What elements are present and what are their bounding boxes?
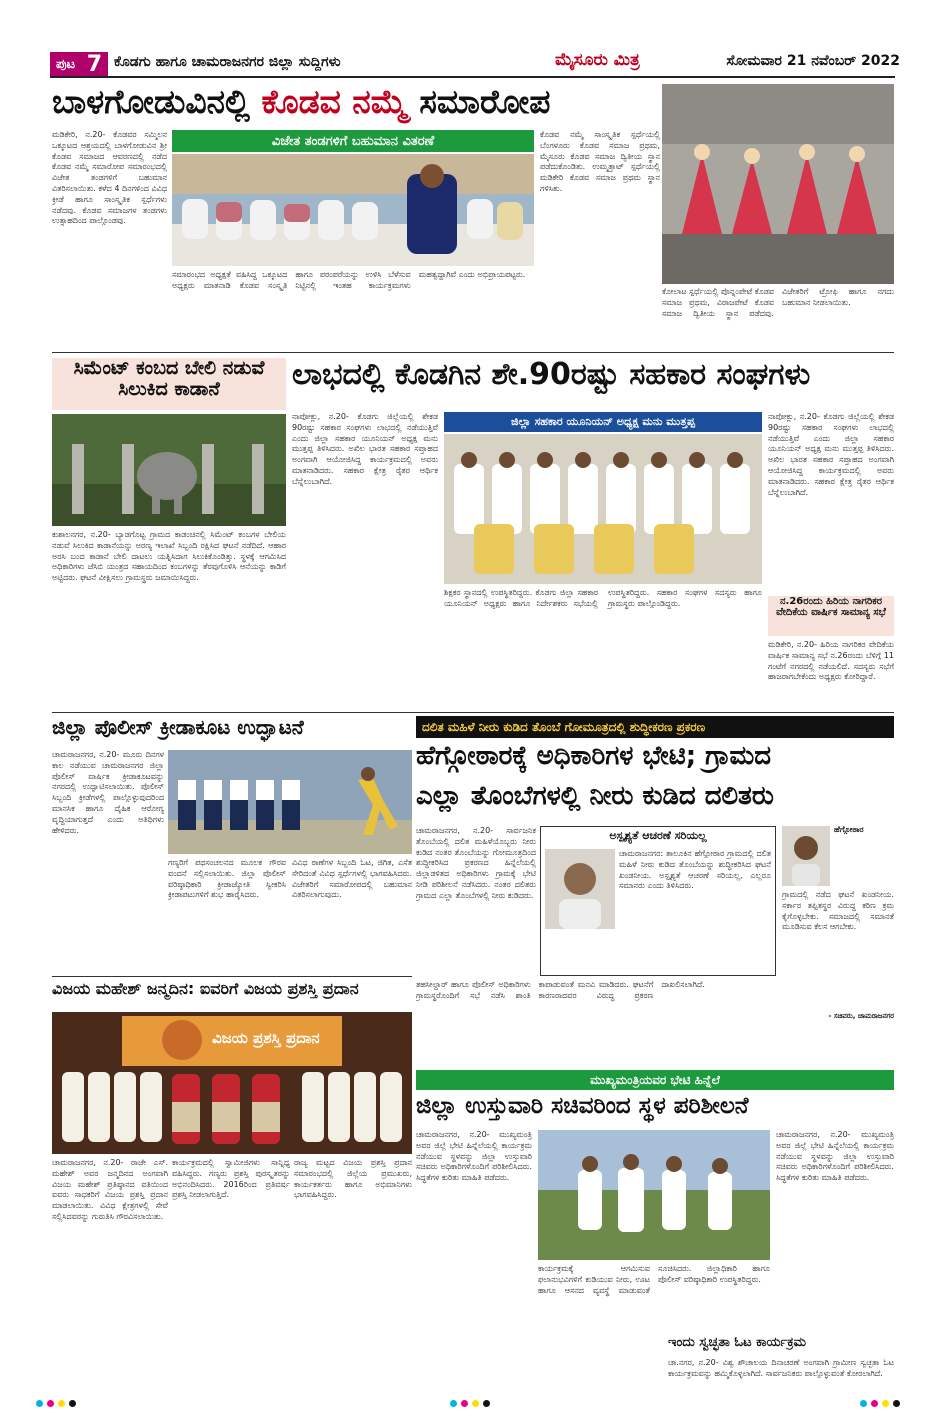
registration-dots-icon (450, 1400, 490, 1407)
story8-headline: ಜಿಲ್ಲಾ ಉಸ್ತುವಾರಿ ಸಚಿವರಿಂದ ಸ್ಥಳ ಪರಿಶೀಲನೆ (416, 1094, 749, 1119)
divider (52, 712, 894, 713)
story5-body-col2: ಗಣ್ಯರಿಗೆ ಪಥಸಂಚಲನದ ಮೂಲಕ ಗೌರವ ವಂದನೆ ಸಲ್ಲಿಸಲಾಯಿತು. ಜಿಲ್ಲಾ ಪೊಲೀಸ್ ವರಿಷ್ಠಾಧಿಕಾರಿ ಕ್ರೀಡಾಜ್ಯೋತಿ ಸ್ವೀಕರಿಸಿ ಕ್ರೀಡಾಪಟುಗಳಿಗೆ ಶುಭ ಹಾರೈಸಿದರು. (168, 858, 286, 900)
magenta-dot-icon (47, 1400, 54, 1407)
cyan-dot-icon (36, 1400, 43, 1407)
story6-side-text: ಗ್ರಾಮದಲ್ಲಿ ನಡೆದ ಘಟನೆ ಖಂಡನೀಯ. ಸರ್ಕಾರ ತಪ್ಪಿತಸ್ಥರ ವಿರುದ್ಧ ಕಠಿಣ ಕ್ರಮ ಕೈಗೊಳ್ಳಬೇಕು. ಸಮಾಜದಲ್ಲಿ ಸಮಾನತೆ ಮೂಡಿಸುವ ಕೆಲಸ ಆಗಬೇಕು. (782, 890, 894, 932)
story1-body-col4: ಕೋಲಾಟ ಸ್ಪರ್ಧೆಯಲ್ಲಿ ಪೊನ್ನಂಪೇಟೆ ಕೊಡವ ಸಮಾಜ ಪ್ರಥಮ, ವಿರಾಜಪೇಟೆ ಕೊಡವ ಸಮಾಜ ದ್ವಿತೀಯ ಸ್ಥಾನ ಪಡೆದವು. ವಿಜೇತರಿಗೆ ಟ್ರೋಫಿ ಹಾಗೂ ನಗದು ಬಹುಮಾನ ನೀಡಲಾಯಿತು. (662, 287, 894, 318)
story8-body-col2: ಕಾರ್ಯಕ್ರಮಕ್ಕೆ ಆಗಮಿಸುವ ಫಲಾನುಭವಿಗಳಿಗೆ ಕುಡಿಯುವ ನೀರು, ಊಟ ಹಾಗೂ ಆಸನದ ವ್ಯವಸ್ಥೆ ಮಾಡುವಂತೆ ಸೂಚಿಸಿದರು. ಜಿಲ್ಲಾಧಿಕಾರಿ ಹಾಗೂ ಪೊಲೀಸ್ ವರಿಷ್ಠಾಧಿಕಾರಿ ಉಪಸ್ಥಿತರಿದ್ದರು. (538, 1264, 770, 1295)
story9-headline: ಇಂದು ಸ್ವಚ್ಛತಾ ಓಟ ಕಾರ್ಯಕ್ರಮ (668, 1336, 806, 1350)
page-number: 7 (86, 51, 102, 77)
story6-side-name: ಹೆಗ್ಗೋಠಾರ (834, 826, 864, 834)
story6-body-col2: ತಹಸೀಲ್ದಾರ್ ಹಾಗೂ ಪೊಲೀಸ್ ಅಧಿಕಾರಿಗಳು ಗ್ರಾಮಸ್ಥರೊಂದಿಗೆ ಸಭೆ ನಡೆಸಿ ಶಾಂತಿ ಕಾಪಾಡುವಂತೆ ಮನವಿ ಮಾಡಿದರು. ಘಟನೆಗೆ ಕಾರಣರಾದವರ ವಿರುದ್ಧ ಪ್ರಕರಣ ದಾಖಲಿಸಲಾಗಿದೆ. (416, 980, 705, 1000)
inspection-photo-illustration (538, 1130, 770, 1260)
issue-date: ಸೋಮವಾರ 21 ನವೆಂಬರ್ 2022 (726, 53, 900, 69)
story3-body-col1: ನಾಪೋಕ್ಲು, ನ.20- ಕೊಡಗು ಜಿಲ್ಲೆಯಲ್ಲಿ ಶೇಕಡ 90ರಷ್ಟು ಸಹಕಾರ ಸಂಘಗಳು ಲಾಭದಲ್ಲಿ ನಡೆಯುತ್ತಿವೆ ಎಂದು ಜಿಲ್ಲಾ ಸಹಕಾರ ಯೂನಿಯನ್ ಅಧ್ಯಕ್ಷ ಮನು ಮುತ್ತಪ್ಪ ತಿಳಿಸಿದರು. ಅಖಿಲ ಭಾರತ ಸಹಕಾರ ಸಪ್ತಾಹದ ಅಂಗವಾಗಿ ಆಯೋಜಿಸಿದ್ದ ಕಾರ್ಯಕ್ರಮದಲ್ಲಿ ಅವರು ಮಾತನಾಡಿದರು. ಸಹಕಾರ ಕ್ಷೇತ್ರ ರೈತರ ಆರ್ಥಿಕ ಬೆನ್ನೆಲುಬಾಗಿದೆ. (292, 412, 438, 486)
story9-body: ಚಾ.ನಗರ, ನ.20- ವಿಶ್ವ ಶೌಚಾಲಯ ದಿನಾಚರಣೆ ಅಂಗವಾಗಿ ಗ್ರಾಮೀಣ ಸ್ವಚ್ಛತಾ ಓಟ ಕಾರ್ಯಕ್ರಮವನ್ನು ಹಮ್ಮಿಕೊಳ್ಳಲಾಗಿದೆ. ಸಾರ್ವಜನಿಕರು ಪಾಲ್ಗೊಳ್ಳುವಂತೆ ಕೋರಲಾಗಿದೆ. (668, 1358, 894, 1378)
story6-sub: ಅಸ್ಪೃಶ್ಯತೆ ಆಚರಣೆ ಸರಿಯಲ್ಲ (541, 827, 775, 845)
story6-side-byline: - ಸಚಿವರು, ಚಾಮರಾಜನಗರ (828, 1012, 894, 1020)
cyan-dot-icon (860, 1400, 867, 1407)
magenta-dot-icon (871, 1400, 878, 1407)
story6-kicker-text: ದಲಿತ ಮಹಿಳೆ ನೀರು ಕುಡಿದ ತೊಂಬೆ ಗೋಮೂತ್ರದಲ್ಲಿ ಶುದ್ಧೀಕರಣ ಪ್ರಕರಣ (422, 719, 706, 734)
elephant-photo-illustration (52, 414, 286, 526)
dance-photo-illustration (662, 84, 894, 284)
yellow-dot-icon (58, 1400, 65, 1407)
story1-body-col1: ಮಡಿಕೇರಿ, ನ.20- ಕೊಡವರ ಸಮ್ಮಿಲನ ಒಕ್ಕೂಟದ ಆಶ್ರಯದಲ್ಲಿ ಬಾಳಗೋಡುವಿನ ಶ್ರೀ ಕೊಡವ ಸಮಾಜದ ಆವರಣದಲ್ಲಿ ನಡೆದ ಕೊಡವ ನಮ್ಮೆ ಸಮಾರೋಪ ಸಮಾರಂಭದಲ್ಲಿ ವಿಜೇತ ತಂಡಗಳಿಗೆ ಬಹುಮಾನ ವಿತರಿಸಲಾಯಿತು. ಕಳೆದ 4 ದಿನಗಳಿಂದ ವಿವಿಧ ಕ್ರೀಡೆ ಹಾಗೂ ಸಾಂಸ್ಕೃತಿಕ ಸ್ಪರ್ಧೆಗಳು ನಡೆದವು. ಕೊಡವ ಸಮಾಜಗಳ ತಂಡಗಳು ಉತ್ಸಾಹದಿಂದ ಪಾಲ್ಗೊಂಡವು. (52, 130, 167, 226)
registration-dots-icon (36, 1400, 76, 1407)
elephant-photo (52, 414, 286, 526)
magenta-dot-icon (461, 1400, 468, 1407)
story7-body-col3: ರಾಜ್ಯ ಮಟ್ಟದ ವಿಜಯ ಪ್ರಶಸ್ತಿ ಪ್ರದಾನ ಸಮಾರಂಭದಲ್ಲಿ ಜಿಲ್ಲೆಯ ಪ್ರಮುಖರು, ಕಾರ್ಯಕರ್ತರು ಹಾಗೂ ಅಭಿಮಾನಿಗಳು ಭಾಗವಹಿಸಿದ್ದರು. (294, 1158, 412, 1200)
story2-body: ಕುಶಾಲನಗರ, ನ.20- ಬ್ಯಾಡಗೊಟ್ಟ ಗ್ರಾಮದ ಕಾಡಂಚಿನಲ್ಲಿ ಸಿಮೆಂಟ್ ಕಂಬಗಳ ಬೇಲಿಯ ನಡುವೆ ಸಿಲುಕಿದ ಕಾಡಾನೆಯನ್ನು ಅರಣ್ಯ ಇಲಾಖೆ ಸಿಬ್ಬಂದಿ ರಕ್ಷಿಸಿದ ಘಟನೆ ನಡೆದಿದೆ. ಆಹಾರ ಅರಸಿ ಬಂದ ಕಾಡಾನೆ ಬೇಲಿ ದಾಟಲು ಯತ್ನಿಸಿದಾಗ ಸಿಲುಕಿಕೊಂಡಿತ್ತು. ಸ್ಥಳಕ್ಕೆ ಆಗಮಿಸಿದ ಅಧಿಕಾರಿಗಳು ಜೆಸಿಬಿ ಯಂತ್ರದ ಸಹಾಯದಿಂದ ಕಂಬಗಳನ್ನು ತೆರವುಗೊಳಿಸಿ ಆನೆಯನ್ನು ಕಾಡಿಗೆ ಅಟ್ಟಿದರು. ಘಟನೆ ವೀಕ್ಷಿಸಲು ಗ್ರಾಮಸ್ಥರು ಜಮಾಯಿಸಿದ್ದರು. (52, 530, 286, 583)
divider (52, 976, 412, 977)
award-photo (52, 1012, 412, 1154)
story6-headline-1: ಹೆಗ್ಗೋಠಾರಕ್ಕೆ ಅಧಿಕಾರಿಗಳ ಭೇಟಿ; ಗ್ರಾಮದ (416, 742, 772, 771)
story1-headline-c: ಸಮಾರೋಪ (407, 84, 551, 121)
story7-headline: ವಿಜಯ ಮಹೇಶ್ ಜನ್ಮದಿನ: ಐವರಿಗೆ ವಿಜಯ ಪ್ರಶಸ್ತಿ ಪ್ರದಾನ (52, 980, 359, 998)
stage-photo-illustration (172, 154, 534, 266)
story1-body-col2: ಸಮಾರಂಭದ ಅಧ್ಯಕ್ಷತೆ ವಹಿಸಿದ್ದ ಒಕ್ಕೂಟದ ಅಧ್ಯಕ್ಷರು ಮಾತನಾಡಿ ಕೊಡವ ಸಂಸ್ಕೃತಿ ಹಾಗೂ ಪರಂಪರೆಯನ್ನು ಉಳಿಸಿ ಬೆಳೆಸುವ ನಿಟ್ಟಿನಲ್ಲಿ ಇಂತಹ ಕಾರ್ಯಕ್ರಮಗಳು ಮಹತ್ವದ್ದಾಗಿವೆ ಎಂದು ಅಭಿಪ್ರಾಯಪಟ್ಟರು. (172, 270, 526, 290)
cooperative-group-photo (444, 434, 762, 584)
story1-headline-a: ಬಾಳಗೋಡುವಿನಲ್ಲಿ (52, 84, 262, 121)
dance-photo (662, 84, 894, 284)
story8-kicker: ಮುಖ್ಯಮಂತ್ರಿಯವರ ಭೇಟಿ ಹಿನ್ನೆಲೆ (416, 1070, 894, 1090)
group-photo-illustration (444, 434, 762, 584)
story5-body-col3: ವಿವಿಧ ಠಾಣೆಗಳ ಸಿಬ್ಬಂದಿ ಓಟ, ಜಿಗಿತ, ಎಸೆತ ಸೇರಿದಂತೆ ವಿವಿಧ ಸ್ಪರ್ಧೆಗಳಲ್ಲಿ ಭಾಗವಹಿಸಿದರು. ವಿಜೇತರಿಗೆ ಸಮಾರೋಪದಲ್ಲಿ ಬಹುಮಾನ ವಿತರಿಸಲಾಗುವುದು. (292, 858, 412, 900)
cyan-dot-icon (450, 1400, 457, 1407)
story3-headline: ಲಾಭದಲ್ಲಿ ಕೊಡಗಿನ ಶೇ.90ರಷ್ಟು ಸಹಕಾರ ಸಂಘಗಳು (292, 358, 811, 392)
story2-headline: ಸಿಮೆಂಟ್ ಕಂಬದ ಬೇಲಿ ನಡುವೆ ಸಿಲುಕಿದ ಕಾಡಾನೆ (52, 358, 286, 410)
sports-photo-illustration (168, 750, 412, 854)
masthead (50, 50, 900, 78)
story8-body-col3: ಚಾಮರಾಜನಗರ, ನ.20- ಮುಖ್ಯಮಂತ್ರಿ ಅವರ ಜಿಲ್ಲೆ ಭೇಟಿ ಹಿನ್ನೆಲೆಯಲ್ಲಿ ಕಾರ್ಯಕ್ರಮ ನಡೆಯುವ ಸ್ಥಳವನ್ನು ಜಿಲ್ಲಾ ಉಸ್ತುವಾರಿ ಸಚಿವರು ಅಧಿಕಾರಿಗಳೊಂದಿಗೆ ಪರಿಶೀಲಿಸಿದರು. ಸಿದ್ಧತೆಗಳ ಕುರಿತು ಮಾಹಿತಿ ಪಡೆದರು. (776, 1130, 894, 1183)
page-label: ಪುಟ (56, 56, 76, 72)
story6-headline-2: ಎಲ್ಲಾ ತೊಂಬೆಗಳಲ್ಲಿ ನೀರು ಕುಡಿದ ದಲಿತರು (416, 782, 774, 811)
section-title: ಕೊಡಗು ಹಾಗೂ ಚಾಮರಾಜನಗರ ಜಿಲ್ಲಾ ಸುದ್ದಿಗಳು (114, 54, 341, 70)
side-portrait-photo (782, 826, 830, 886)
story1-photo (172, 154, 534, 266)
black-dot-icon (893, 1400, 900, 1407)
divider (52, 352, 894, 353)
registration-dots-icon (860, 1400, 900, 1407)
black-dot-icon (69, 1400, 76, 1407)
story7-banner: ವಿಜಯ ಪ್ರಶಸ್ತಿ ಪ್ರದಾನ (212, 1030, 320, 1047)
story1-body-col3: ಕೊಡವ ನಮ್ಮೆ ಸಾಂಸ್ಕೃತಿಕ ಸ್ಪರ್ಧೆಯಲ್ಲಿ ಬೆಂಗಳೂರು ಕೊಡವ ಸಮಾಜ ಪ್ರಥಮ, ಮೈಸೂರು ಕೊಡವ ಸಮಾಜ ದ್ವಿತೀಯ ಸ್ಥಾನ ಪಡೆದುಕೊಂಡಿತು. ಉಮ್ಮತ್ತಾಟ್ ಸ್ಪರ್ಧೆಯಲ್ಲಿ ಮಡಿಕೇರಿ ಕೊಡವ ಸಮಾಜ ಪ್ರಥಮ ಸ್ಥಾನ ಗಳಿಸಿತು. (540, 130, 660, 193)
story5-headline: ಜಿಲ್ಲಾ ಪೊಲೀಸ್ ಕ್ರೀಡಾಕೂಟ ಉದ್ಘಾಟನೆ (52, 716, 304, 739)
yellow-dot-icon (472, 1400, 479, 1407)
story3-body-col2: ಶಿಕ್ಷಕರ ಸ್ಥಾನದಲ್ಲಿ ಉಪಸ್ಥಿತರಿದ್ದರು. ಕೊಡಗು ಜಿಲ್ಲಾ ಸಹಕಾರ ಯೂನಿಯನ್ ಅಧ್ಯಕ್ಷರು ಹಾಗೂ ನಿರ್ದೇಶಕರು ಸಭೆಯಲ್ಲಿ ಉಪಸ್ಥಿತರಿದ್ದರು. ಸಹಕಾರ ಸಂಘಗಳ ಸದಸ್ಯರು ಹಾಗೂ ಗ್ರಾಮಸ್ಥರು ಪಾಲ್ಗೊಂಡಿದ್ದರು. (444, 588, 762, 608)
story6-body-col1: ಚಾಮರಾಜನಗರ, ನ.20- ಸಾರ್ವಜನಿಕ ತೊಂಬೆಯಲ್ಲಿ ದಲಿತ ಮಹಿಳೆಯೊಬ್ಬರು ನೀರು ಕುಡಿದ ನಂತರ ತೊಂಬೆಯನ್ನು ಗೋಮೂತ್ರದಿಂದ ಶುದ್ಧೀಕರಿಸಿದ ಪ್ರಕರಣದ ಹಿನ್ನೆಲೆಯಲ್ಲಿ ಜಿಲ್ಲಾಡಳಿತದ ಅಧಿಕಾರಿಗಳು ಗ್ರಾಮಕ್ಕೆ ಭೇಟಿ ನೀಡಿ ಪರಿಶೀಲನೆ ನಡೆಸಿದರು. ನಂತರ ದಲಿತರು ಗ್ರಾಮದ ಎಲ್ಲಾ ತೊಂಬೆಗಳಲ್ಲಿ ನೀರು ಕುಡಿದರು. (416, 826, 536, 900)
story5-body-col1: ಚಾಮರಾಜನಗರ, ನ.20- ಮೂರು ದಿನಗಳ ಕಾಲ ನಡೆಯುವ ಚಾಮರಾಜನಗರ ಜಿಲ್ಲಾ ಪೊಲೀಸ್ ವಾರ್ಷಿಕ ಕ್ರೀಡಾಕೂಟವನ್ನು ನಗರದಲ್ಲಿ ಉದ್ಘಾಟಿಸಲಾಯಿತು. ಪೊಲೀಸ್ ಸಿಬ್ಬಂದಿ ಕ್ರೀಡೆಗಳಲ್ಲಿ ಪಾಲ್ಗೊಳ್ಳುವುದರಿಂದ ಮಾನಸಿಕ ಹಾಗೂ ದೈಹಿಕ ಆರೋಗ್ಯ ವೃದ್ಧಿಯಾಗುತ್ತದೆ ಎಂದು ಅತಿಥಿಗಳು ಹೇಳಿದರು. (52, 750, 164, 835)
story6-kicker (416, 716, 894, 738)
sports-photo (168, 750, 412, 854)
newspaper-name: ಮೈಸೂರು ಮಿತ್ರ (555, 50, 640, 70)
inspection-photo (538, 1130, 770, 1260)
story1-headline-b: ಕೊಡವ ನಮ್ಮೆ (261, 84, 408, 121)
story1-headline (52, 84, 662, 128)
story4-body: ಮಡಿಕೇರಿ, ನ.20- ಹಿರಿಯ ನಾಗರಿಕರ ವೇದಿಕೆಯ ವಾರ್ಷಿಕ ಸಾಮಾನ್ಯ ಸಭೆ ನ.26ರಂದು ಬೆಳಿಗ್ಗೆ 11 ಗಂಟೆಗೆ ನಗರದಲ್ಲಿ ನಡೆಯಲಿದೆ. ಸದಸ್ಯರು ಸಭೆಗೆ ಹಾಜರಾಗಬೇಕೆಂದು ಅಧ್ಯಕ್ಷರು ಕೋರಿದ್ದಾರೆ. (768, 640, 894, 682)
story7-body-col2: ಕಾರ್ಯಕ್ರಮದಲ್ಲಿ ಸ್ವಾಮೀಜಿಗಳು ಸಾನ್ನಿಧ್ಯ ವಹಿಸಿದ್ದರು. ಗಣ್ಯರು ಪ್ರಶಸ್ತಿ ಪುರಸ್ಕೃತರನ್ನು ಅಭಿನಂದಿಸಿದರು. 2016ರಿಂದ ಪ್ರತಿವರ್ಷ ಪ್ರಶಸ್ತಿ ನೀಡಲಾಗುತ್ತಿದೆ. (172, 1158, 290, 1200)
story7-body-col1: ಚಾಮರಾಜನಗರ, ನ.20- ರಾಜೇ ಎಸ್. ಮಹೇಶ್ ಅವರ ಜನ್ಮದಿನದ ಅಂಗವಾಗಿ ವಿಜಯ ಮಹೇಶ್ ಪ್ರತಿಷ್ಠಾನದ ವತಿಯಿಂದ ಐವರು ಸಾಧಕರಿಗೆ ವಿಜಯ ಪ್ರಶಸ್ತಿ ಪ್ರದಾನ ಮಾಡಲಾಯಿತು. ವಿವಿಧ ಕ್ಷೇತ್ರಗಳಲ್ಲಿ ಸೇವೆ ಸಲ್ಲಿಸಿದವರನ್ನು ಗುರುತಿಸಿ ಗೌರವಿಸಲಾಯಿತು. (52, 1158, 168, 1221)
story1-box-title: ವಿಜೇತ ತಂಡಗಳಿಗೆ ಬಹುಮಾನ ವಿತರಣೆ (172, 130, 534, 152)
story6-quote-box (540, 826, 776, 976)
story4-headline: ನ.26ರಂದು ಹಿರಿಯ ನಾಗರಿಕರ ವೇದಿಕೆಯ ವಾರ್ಷಿಕ ಸಾಮಾನ್ಯ ಸಭೆ (768, 596, 894, 636)
black-dot-icon (483, 1400, 490, 1407)
portrait-photo (545, 849, 615, 929)
yellow-dot-icon (882, 1400, 889, 1407)
story8-body-col1: ಚಾಮರಾಜನಗರ, ನ.20- ಮುಖ್ಯಮಂತ್ರಿ ಅವರ ಜಿಲ್ಲೆ ಭೇಟಿ ಹಿನ್ನೆಲೆಯಲ್ಲಿ ಕಾರ್ಯಕ್ರಮ ನಡೆಯುವ ಸ್ಥಳವನ್ನು ಜಿಲ್ಲಾ ಉಸ್ತುವಾರಿ ಸಚಿವರು ಅಧಿಕಾರಿಗಳೊಂದಿಗೆ ಪರಿಶೀಲಿಸಿದರು. ಸಿದ್ಧತೆಗಳ ಕುರಿತು ಮಾಹಿತಿ ಪಡೆದರು. (416, 1130, 532, 1183)
story3-body-col3: ನಾಪೋಕ್ಲು, ನ.20- ಕೊಡಗು ಜಿಲ್ಲೆಯಲ್ಲಿ ಶೇಕಡ 90ರಷ್ಟು ಸಹಕಾರ ಸಂಘಗಳು ಲಾಭದಲ್ಲಿ ನಡೆಯುತ್ತಿವೆ ಎಂದು ಜಿಲ್ಲಾ ಸಹಕಾರ ಯೂನಿಯನ್ ಅಧ್ಯಕ್ಷ ಮನು ಮುತ್ತಪ್ಪ ತಿಳಿಸಿದರು. ಅಖಿಲ ಭಾರತ ಸಹಕಾರ ಸಪ್ತಾಹದ ಅಂಗವಾಗಿ ಆಯೋಜಿಸಿದ್ದ ಕಾರ್ಯಕ್ರಮದಲ್ಲಿ ಅವರು ಮಾತನಾಡಿದರು. ಸಹಕಾರ ಕ್ಷೇತ್ರ ರೈತರ ಆರ್ಥಿಕ ಬೆನ್ನೆಲುಬಾಗಿದೆ. (768, 412, 894, 497)
story3-box-title: ಜಿಲ್ಲಾ ಸಹಕಾರ ಯೂನಿಯನ್ ಅಧ್ಯಕ್ಷ ಮನು ಮುತ್ತಪ್ಪ (444, 412, 762, 432)
page-number-badge (50, 52, 108, 76)
story6-quote-text: ಚಾಮರಾಜನಗರ: ತಾಲೂಕಿನ ಹೆಗ್ಗೋಠಾರ ಗ್ರಾಮದಲ್ಲಿ ದಲಿತ ಮಹಿಳೆ ನೀರು ಕುಡಿದ ತೊಂಬೆಯನ್ನು ಶುದ್ಧೀಕರಿಸಿದ ಘಟನೆ ಖಂಡನೀಯ. ಅಸ್ಪೃಶ್ಯತೆ ಆಚರಣೆ ಸರಿಯಲ್ಲ, ಎಲ್ಲರೂ ಸಮಾನರು ಎಂದು ತಿಳಿಸಿದರು. (619, 849, 771, 891)
